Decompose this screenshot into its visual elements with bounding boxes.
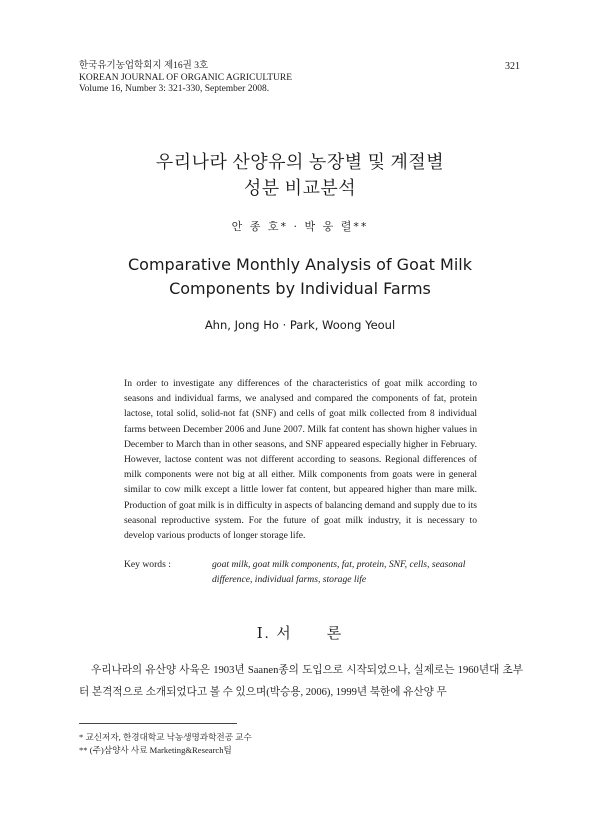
english-title-line-2: Components by Individual Farms: [169, 279, 431, 298]
keywords-label: Key words :: [124, 559, 171, 570]
abstract: In order to investigate any differences of the characteristics of goat milk according to seasons and individual farms, we analysed and compared the components of fat, protein lactose, total solid, solid-not fat (SNF) and cells of goat milk collected from 8 individual farms between December 2006 and June 2007. Milk fat content has shown higher values in December to March than in other seasons, and SNF appeared especially higher in February. However, lactose content was not different according to seasons. Regional differences of milk components were not big at all either. Milk components from goats were in general similar to cow milk except a little lower fat content, but appeared higher than mare milk. Production of goat milk is in difficulty in aspects of balancing demand and supply due to its seasonal reproductive system. For the future of goat milk industry, it is necessary to develop various products of longer storage life.: [124, 378, 477, 542]
introduction-paragraph: 우리나라의 유산양 사육은 1903년 Saanen종의 도입으로 시작되었으나, 실제로는 1960년대 초부터 본격적으로 소개되었다고 볼 수 있으며(박승용, 2006), 1999년 북한에 유산양 무: [79, 665, 523, 698]
keywords-text: goat milk, goat milk components, fat, protein, SNF, cells, seasonal difference, individual farms, storage life: [212, 559, 466, 585]
english-title-line-1: Comparative Monthly Analysis of Goat Milk: [128, 255, 472, 274]
journal-name-korean: 한국유기농업학회지 제16권 3호: [79, 61, 209, 71]
section-heading-introduction: Ⅰ. 서 론: [256, 626, 344, 642]
korean-title-line-2: 성분 비교분석: [243, 178, 357, 198]
english-authors: Ahn, Jong Ho · Park, Woong Yeoul: [204, 318, 396, 332]
korean-authors: 안 종 호* · 박 웅 렬**: [231, 220, 369, 233]
journal-volume-info: Volume 16, Number 3: 321-330, September 2008.: [79, 84, 270, 94]
footnote-second-author: ** (주)삼양사 사료 Marketing&Research팀: [79, 745, 232, 755]
journal-name-english: KOREAN JOURNAL OF ORGANIC AGRICULTURE: [79, 72, 293, 83]
journal-header: [79, 61, 292, 96]
page-number: 321: [505, 61, 520, 72]
footnote-divider: [79, 723, 237, 724]
korean-title-line-1: 우리나라 산양유의 농장별 및 계절별: [155, 152, 445, 172]
footnote-corresponding-author: * 교신저자, 한경대학교 낙농생명과학전공 교수: [79, 732, 252, 742]
footnotes: [79, 731, 252, 757]
